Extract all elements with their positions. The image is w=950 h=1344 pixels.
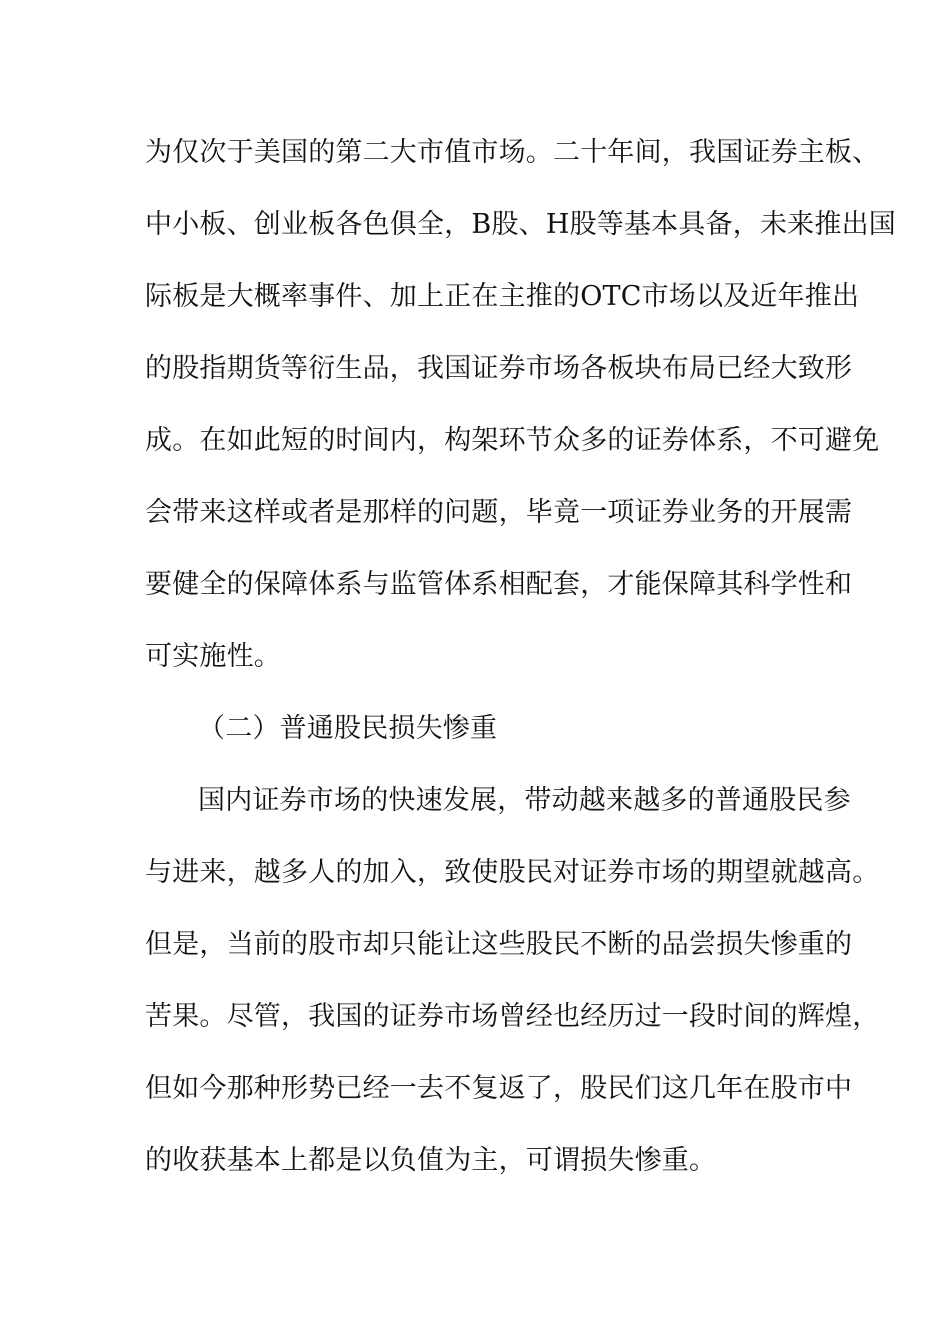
- paragraph-2-line-4: 苦果。尽管，我国的证券市场曾经也经历过一段时间的辉煌，: [145, 1001, 880, 1032]
- paragraph-2-line-3: 但是，当前的股市却只能让这些股民不断的品尝损失惨重的: [145, 929, 853, 960]
- paragraph-1-line-1: 为仅次于美国的第二大市值市场。二十年间，我国证券主板、: [145, 137, 880, 168]
- paragraph-2-line-1: 国内证券市场的快速发展，带动越来越多的普通股民参: [198, 785, 851, 816]
- paragraph-2-line-2: 与进来，越多人的加入，致使股民对证券市场的期望就越高。: [145, 857, 880, 888]
- paragraph-2-line-5: 但如今那种形势已经一去不复返了，股民们这几年在股市中: [145, 1073, 853, 1104]
- paragraph-1-line-3: 际板是大概率事件、加上正在主推的OTC市场以及近年推出: [145, 281, 860, 312]
- paragraph-1-line-5: 成。在如此短的时间内，构架环节众多的证券体系，不可避免: [145, 425, 880, 456]
- paragraph-1-line-8: 可实施性。: [145, 641, 281, 672]
- paragraph-1-line-7: 要健全的保障体系与监管体系相配套，才能保障其科学性和: [145, 569, 853, 600]
- paragraph-1-line-2: 中小板、创业板各色俱全，B股、H股等基本具备，未来推出国: [145, 209, 896, 240]
- section-heading: （二）普通股民损失惨重: [198, 713, 498, 744]
- paragraph-2-line-6: 的收获基本上都是以负值为主，可谓损失惨重。: [145, 1145, 717, 1176]
- paragraph-1-line-4: 的股指期货等衍生品，我国证券市场各板块布局已经大致形: [145, 353, 853, 384]
- paragraph-1-line-6: 会带来这样或者是那样的问题，毕竟一项证券业务的开展需: [145, 497, 853, 528]
